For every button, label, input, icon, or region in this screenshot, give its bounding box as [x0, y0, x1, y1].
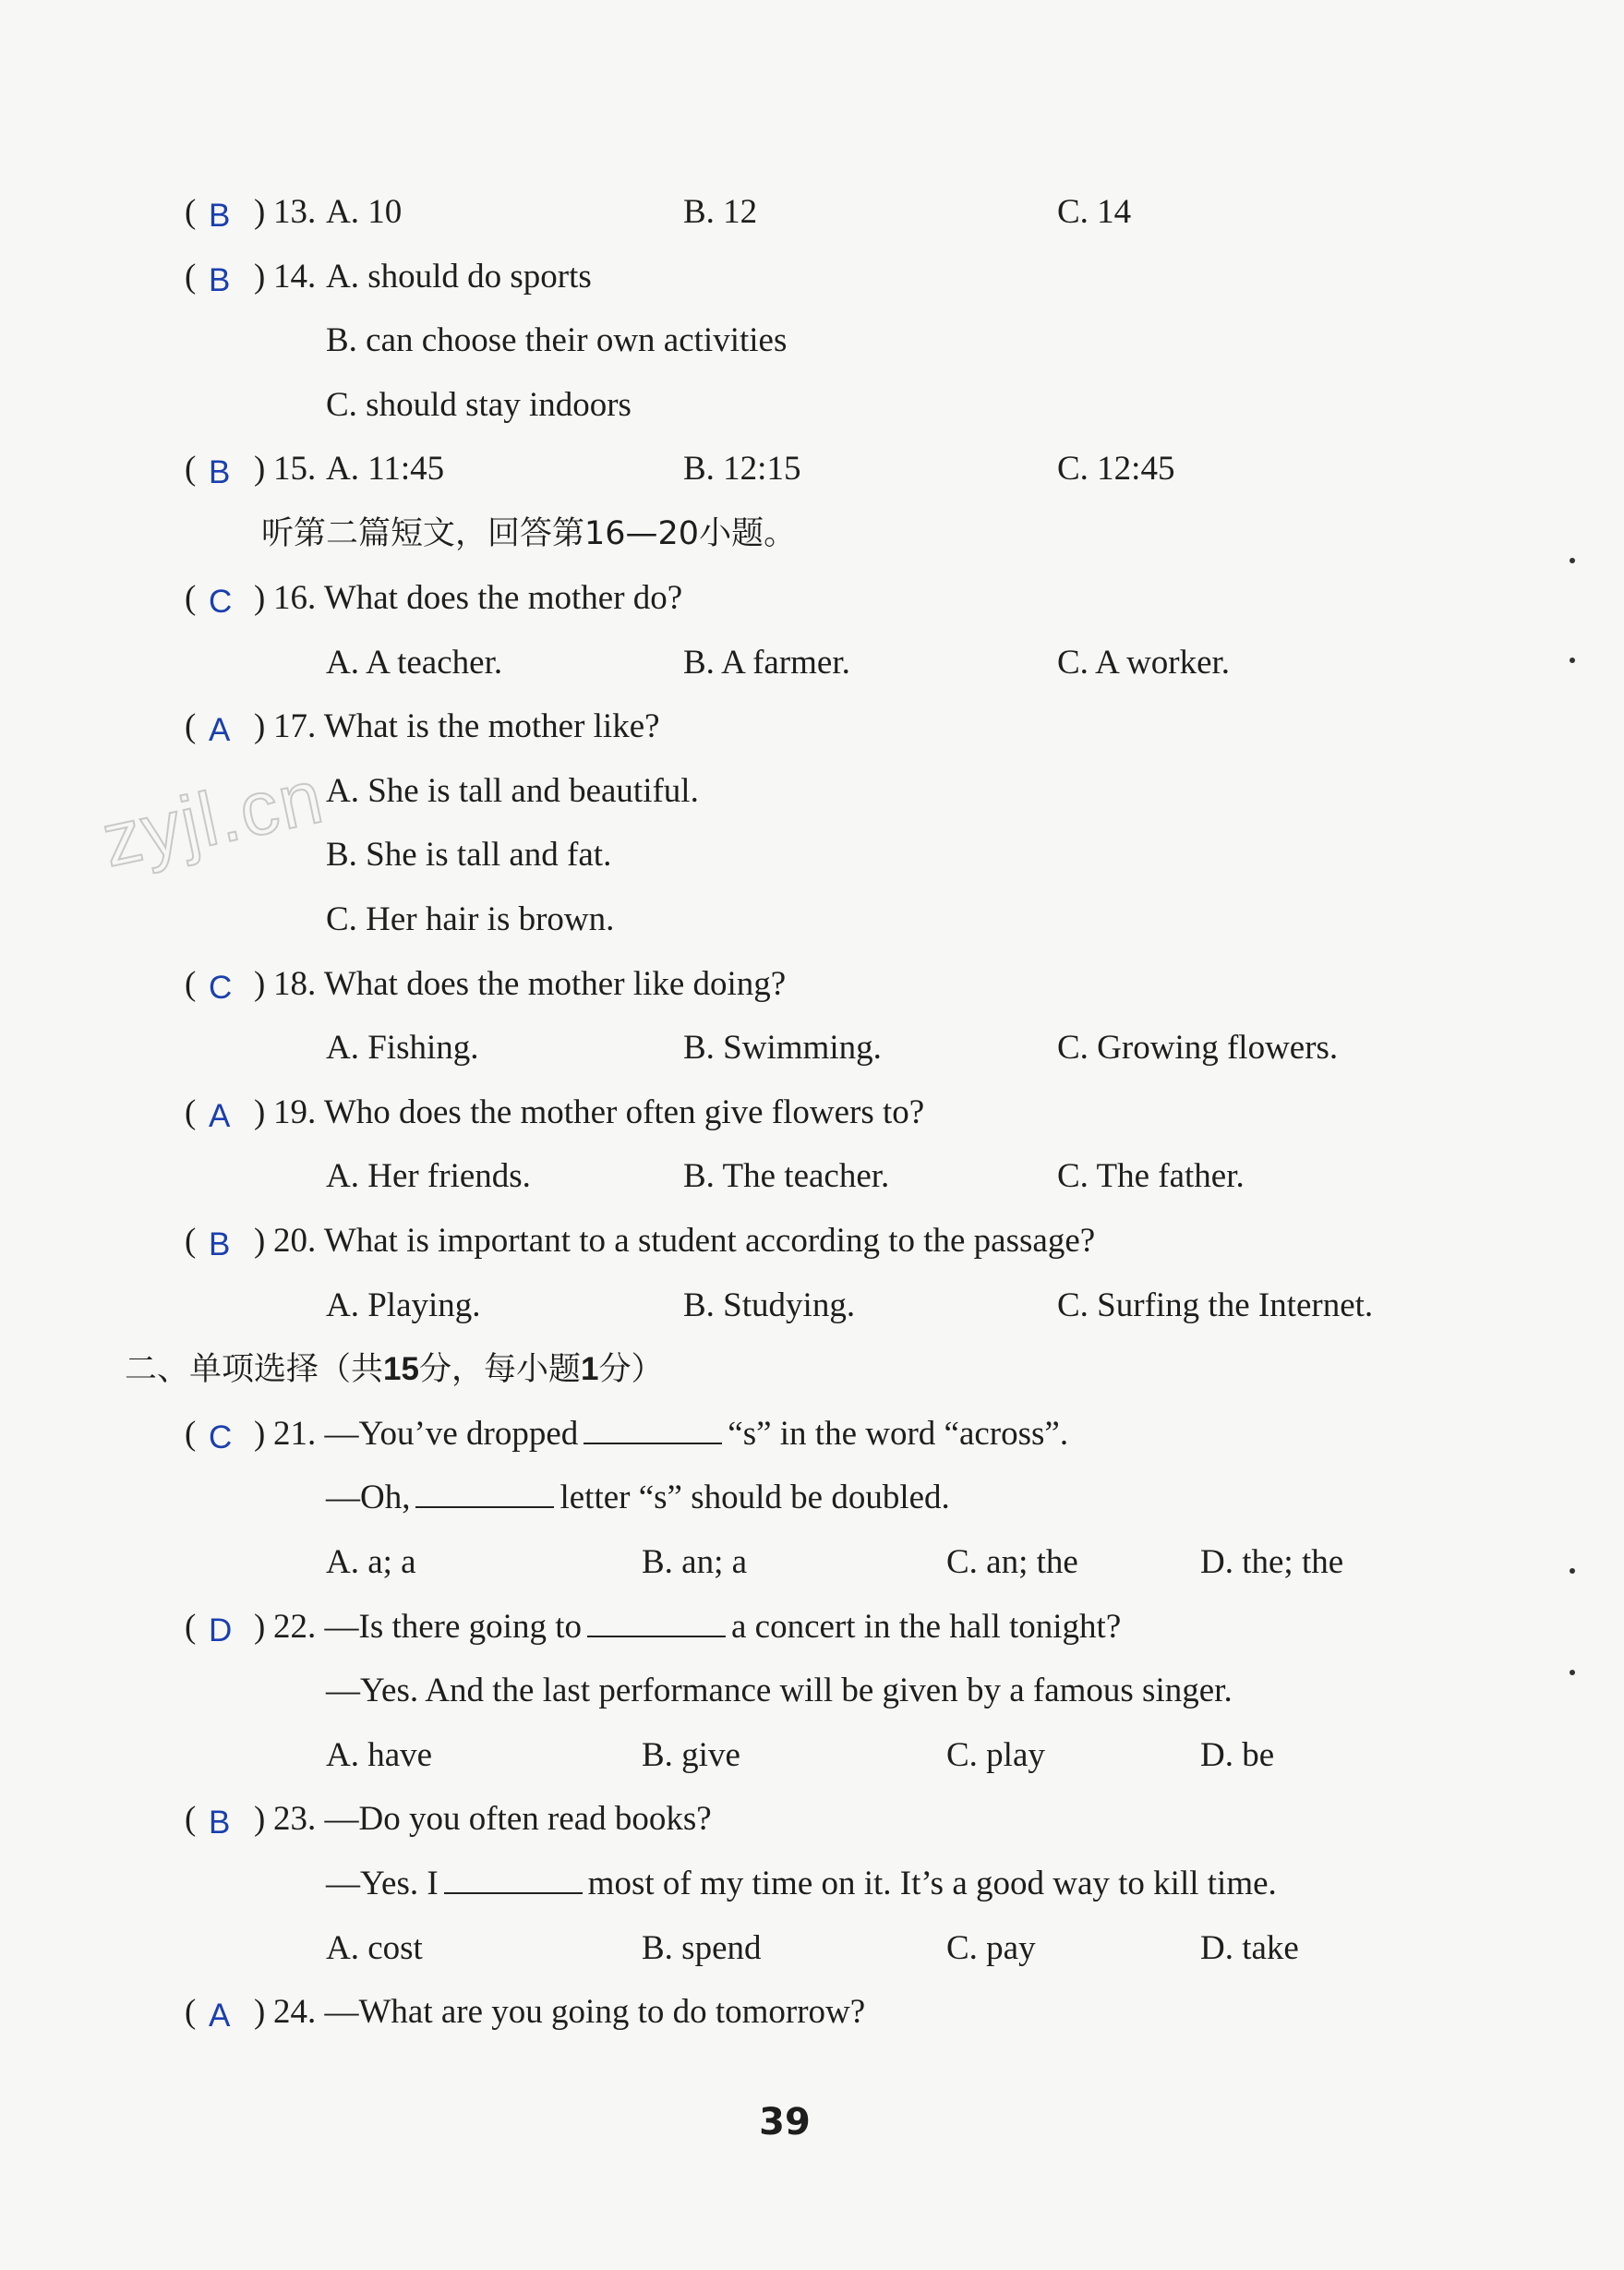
- answer: B: [209, 262, 231, 298]
- option-b: B. 12:15: [683, 450, 801, 488]
- option-b: B. Studying.: [683, 1286, 856, 1324]
- answer: A: [209, 712, 231, 748]
- scan-dot: [1570, 1670, 1575, 1675]
- option-a: A. should do sports: [326, 258, 592, 296]
- question-stem: 22. —Is there going to a concert in the hall tonight?: [273, 1608, 1122, 1646]
- option-a: A. have: [326, 1736, 433, 1774]
- option-b: B. give: [642, 1736, 740, 1774]
- answer: B: [209, 1805, 231, 1841]
- option-a: A. Fishing.: [326, 1029, 479, 1067]
- answer: A: [209, 1098, 231, 1134]
- option-a: A. Her friends.: [326, 1157, 531, 1195]
- scan-dot: [1570, 558, 1575, 563]
- option-a: A. 10: [326, 193, 403, 231]
- answer-blank: [583, 1415, 722, 1444]
- question-stem: 18. What does the mother like doing?: [273, 965, 787, 1003]
- option-c: C. Surfing the Internet.: [1057, 1286, 1374, 1324]
- answer: A: [209, 1998, 231, 2034]
- option-c: C. Growing flowers.: [1057, 1029, 1339, 1067]
- answer: D: [209, 1612, 233, 1648]
- answer: C: [209, 584, 233, 620]
- option-c: C. play: [946, 1736, 1045, 1774]
- dialogue-reply: —Yes. And the last performance will be given by a famous singer.: [326, 1672, 1233, 1709]
- option-a: A. She is tall and beautiful.: [326, 772, 699, 810]
- section-2-title: 二、单项选择（共15分，每小题1分）: [125, 1351, 664, 1388]
- option-c: C. an; the: [946, 1543, 1078, 1581]
- option-c: C. 12:45: [1057, 450, 1175, 488]
- answer-blank: [587, 1608, 726, 1637]
- answer-blank: [444, 1865, 583, 1894]
- option-c: C. pay: [946, 1929, 1036, 1967]
- option-b: B. Swimming.: [683, 1029, 882, 1067]
- option-a: A. a; a: [326, 1543, 416, 1581]
- question-number: 14.: [273, 258, 317, 296]
- option-b: B. spend: [642, 1929, 762, 1967]
- answer-blank: [415, 1479, 554, 1508]
- option-b: B. an; a: [642, 1543, 748, 1581]
- option-c: C. Her hair is brown.: [326, 900, 615, 938]
- question-number: 13.: [273, 193, 317, 231]
- page-number: 39: [759, 2101, 811, 2143]
- option-c: C. 14: [1057, 193, 1132, 231]
- question-stem: 20. What is important to a student according to the passage?: [273, 1222, 1096, 1260]
- question-stem: 23. —Do you often read books?: [273, 1800, 712, 1838]
- option-c: C. should stay indoors: [326, 386, 632, 424]
- question-stem: 16. What does the mother do?: [273, 579, 683, 617]
- dialogue-reply: —Oh, letter “s” should be doubled.: [326, 1479, 950, 1516]
- answer: B: [209, 1226, 231, 1262]
- option-d: D. the; the: [1200, 1543, 1344, 1581]
- option-c: C. The father.: [1057, 1157, 1245, 1195]
- answer: B: [209, 198, 231, 234]
- option-a: A. 11:45: [326, 450, 445, 488]
- worksheet-page: zyjl.cn ( B ) 13. A. 10 B. 12 C. 14 ( B ) 14. A. should do sports B. can choose their own activities C. should stay indoors ( B ) 15. A. 11:45 B. 12:15 C. 12:45 听第二篇短文，回答第16—20小题。 ( C ) 16. What does the mother do? A. A teacher. B. A farmer. C. A worker. ( A ) 17. What is the mother like? A. She is tall and beautiful. B. She is tall and fat. C. Her hair is brown. ( C ) 18. What does the mother like doing? A. Fishing. B. Swimming. C. Growing flowers. ( A ) 19. Who does the mother often give flowers to? A. Her friends. B. The teacher. C. The father. ( B ) 20. What is important to a student according to the passage? A. Playing. B. Studying. C. Surfing the Internet. 二、单项选择（共15分，每小题1分） ( C ) 21. —You’ve dropped “s” in the word “across”. —Oh, letter “s” should be doubled. A. a; a B. an; a C. an; the D. the; the ( D ) 22. —Is there going to a concert in the hall tonight? —Yes. And the last performance will be given by a famous singer. A. have B. give C. play D. be ( B ) 23. —Do you often read books? —Yes. I most of my time on it. It’s a good way to kill time. A. cost B. spend C. pay D. take ( A ) 24. —What are you going to do tomorrow? 39: [0, 0, 1624, 2270]
- dialogue-reply: —Yes. I most of my time on it. It’s a good way to kill time.: [326, 1865, 1277, 1902]
- option-b: B. 12: [683, 193, 758, 231]
- watermark: zyjl.cn: [95, 754, 331, 884]
- scan-dot: [1570, 658, 1575, 663]
- option-c: C. A worker.: [1057, 644, 1231, 682]
- option-b: B. The teacher.: [683, 1157, 890, 1195]
- answer: B: [209, 454, 231, 490]
- option-b: B. She is tall and fat.: [326, 836, 612, 874]
- option-d: D. take: [1200, 1929, 1299, 1967]
- option-a: A. cost: [326, 1929, 423, 1967]
- question-number: 15.: [273, 450, 317, 488]
- question-stem: 21. —You’ve dropped “s” in the word “across”.: [273, 1415, 1069, 1453]
- question-stem: 24. —What are you going to do tomorrow?: [273, 1993, 866, 2031]
- option-d: D. be: [1200, 1736, 1275, 1774]
- scan-dot: [1570, 1568, 1575, 1574]
- option-b: B. A farmer.: [683, 644, 850, 682]
- answer: C: [209, 1419, 233, 1455]
- listening-instruction: 听第二篇短文，回答第16—20小题。: [261, 515, 797, 552]
- option-a: A. A teacher.: [326, 644, 503, 682]
- option-b: B. can choose their own activities: [326, 321, 788, 359]
- question-stem: 17. What is the mother like?: [273, 707, 660, 745]
- answer: C: [209, 970, 233, 1006]
- option-a: A. Playing.: [326, 1286, 481, 1324]
- question-stem: 19. Who does the mother often give flowers to?: [273, 1093, 925, 1131]
